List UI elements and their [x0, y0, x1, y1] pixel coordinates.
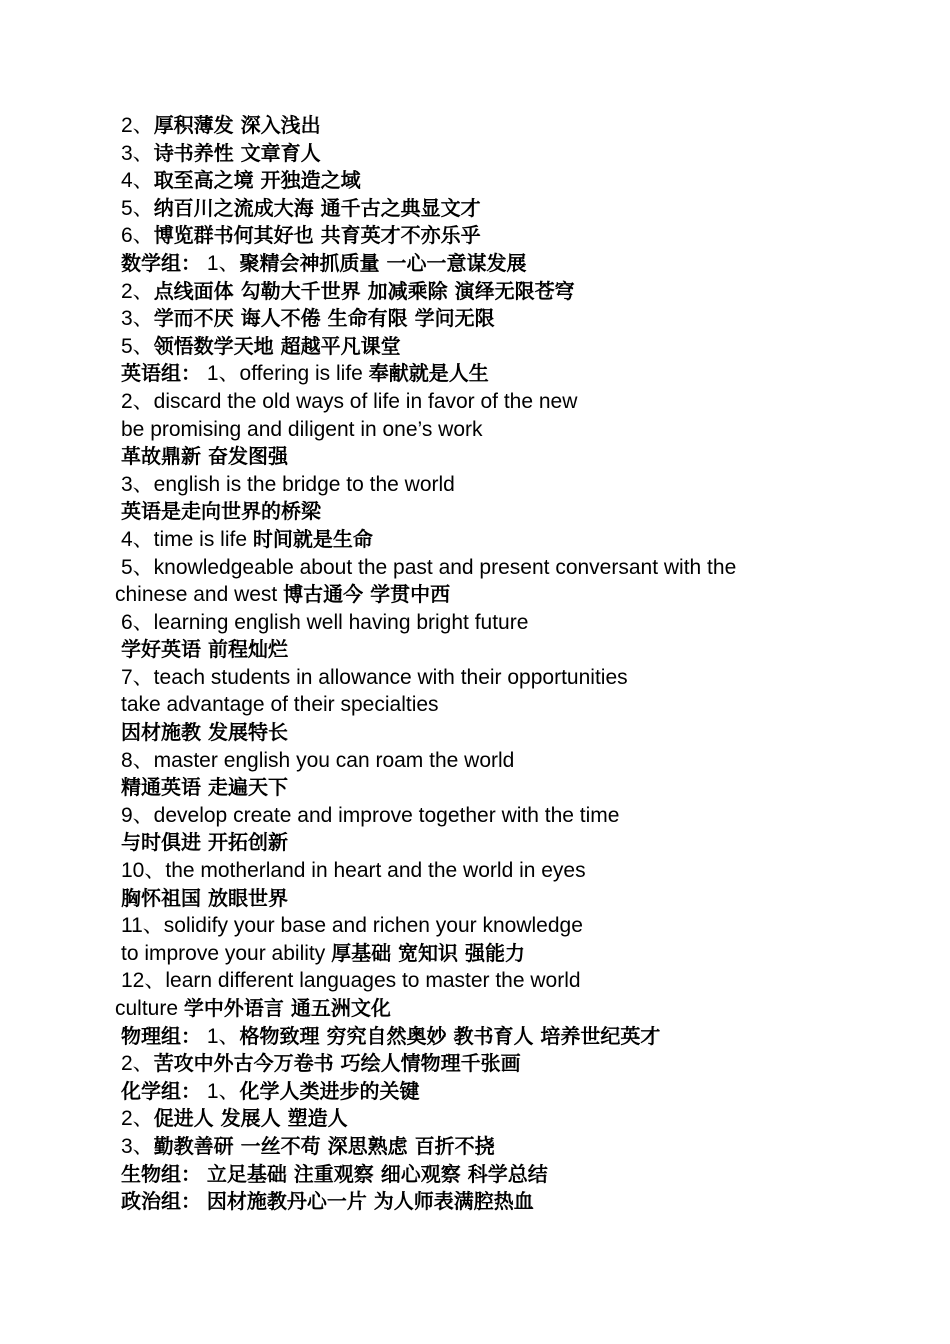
chinese-text: 因材施教 发展特长 — [121, 720, 288, 745]
chinese-text: 时间就是生命 — [252, 526, 373, 551]
chinese-text: 政治组： — [121, 1189, 201, 1214]
chinese-text: 革故鼎新 奋发图强 — [121, 444, 288, 469]
text-line — [0, 802, 950, 830]
text-line — [0, 443, 950, 471]
plain-text: 2、discard the old ways of life in favor of the new — [121, 389, 578, 413]
text-line — [0, 305, 950, 333]
chinese-text: 格物致理 穷究自然奥妙 教书育人 培养世纪英才 — [239, 1023, 661, 1048]
text-line — [0, 360, 950, 388]
text-line — [0, 1078, 950, 1106]
text-line — [0, 140, 950, 168]
text-line — [0, 747, 950, 775]
plain-text: 3、english is the bridge to the world — [121, 472, 455, 496]
plain-text: 8、master english you can roam the world — [121, 748, 515, 772]
plain-text: 6、learning english well having bright future — [121, 610, 529, 634]
plain-text: 3、 — [121, 1134, 154, 1158]
chinese-text: 点线面体 勾勒大千世界 加减乘除 演绎无限苍穹 — [153, 278, 575, 303]
chinese-text: 博览群书何其好也 共育英才不亦乐乎 — [153, 223, 481, 248]
plain-text: 5、knowledgeable about the past and present conversant with the — [121, 555, 737, 579]
plain-text: 4、 — [121, 169, 154, 193]
chinese-text: 纳百川之流成大海 通千古之典显文才 — [153, 195, 481, 220]
chinese-text: 化学人类进步的关键 — [239, 1078, 420, 1103]
text-line — [0, 995, 950, 1023]
text-line — [0, 967, 950, 995]
plain-text: 6、 — [121, 224, 154, 248]
chinese-text: 勤教善研 一丝不苟 深思熟虑 百折不挠 — [153, 1133, 495, 1158]
text-line — [0, 333, 950, 361]
chinese-text: 生物组： — [121, 1161, 201, 1186]
plain-text: 1、 — [201, 251, 240, 275]
plain-text: 2、 — [121, 1107, 154, 1131]
plain-text: 5、 — [121, 334, 154, 358]
chinese-text: 精通英语 走遍天下 — [121, 775, 288, 800]
plain-text: 2、 — [121, 1052, 154, 1076]
plain-text: 11、solidify your base and richen your knowledge — [121, 914, 583, 938]
text-line — [0, 774, 950, 802]
chinese-text: 数学组： — [121, 250, 201, 275]
chinese-text: 学而不厌 诲人不倦 生命有限 学问无限 — [153, 306, 495, 331]
text-line — [0, 498, 950, 526]
text-line — [0, 250, 950, 278]
plain-text: 1、 — [201, 1024, 240, 1048]
text-line — [0, 691, 950, 719]
text-line — [0, 278, 950, 306]
plain-text: 9、develop create and improve together with the time — [121, 803, 620, 827]
chinese-text: 领悟数学天地 超越平凡课堂 — [153, 333, 401, 358]
chinese-text: 学好英语 前程灿烂 — [121, 637, 288, 662]
text-line — [0, 829, 950, 857]
text-line — [0, 471, 950, 499]
plain-text: 3、 — [121, 307, 154, 331]
chinese-text: 取至高之境 开独造之域 — [153, 168, 361, 193]
plain-text: 5、 — [121, 196, 154, 220]
chinese-text: 物理组： — [121, 1023, 201, 1048]
chinese-text: 化学组： — [121, 1078, 201, 1103]
chinese-text: 胸怀祖国 放眼世界 — [121, 885, 288, 910]
text-line — [0, 1133, 950, 1161]
text-line — [0, 167, 950, 195]
text-line — [0, 554, 950, 582]
chinese-text: 学中外语言 通五洲文化 — [183, 996, 391, 1020]
text-line — [0, 885, 950, 913]
chinese-text: 厚基础 宽知识 强能力 — [331, 940, 526, 965]
text-line — [0, 1161, 950, 1189]
plain-text: 4、time is life — [121, 527, 253, 551]
plain-text: 3、 — [121, 141, 154, 165]
plain-text: 1、 — [201, 1079, 240, 1103]
plain-text: to improve your ability — [121, 941, 332, 965]
chinese-text: 立足基础 注重观察 细心观察 科学总结 — [206, 1161, 548, 1186]
text-line — [0, 416, 950, 444]
chinese-text: 诗书养性 文章育人 — [153, 140, 321, 165]
plain-text: 2、 — [121, 279, 154, 303]
chinese-text: 因材施教丹心一片 为人师表满腔热血 — [206, 1189, 534, 1214]
plain-text: be promising and diligent in one’s work — [121, 417, 483, 441]
chinese-text: 英语组： — [121, 361, 201, 386]
text-line — [0, 857, 950, 885]
text-line — [0, 1188, 950, 1216]
text-line — [0, 195, 950, 223]
chinese-text: 苦攻中外古今万卷书 巧绘人情物理千张画 — [153, 1051, 521, 1076]
plain-text: 12、learn different languages to master the world — [121, 969, 581, 993]
text-line — [0, 1023, 950, 1051]
chinese-text: 与时俱进 开拓创新 — [121, 830, 288, 855]
plain-text: chinese and west — [115, 583, 284, 607]
text-line — [0, 912, 950, 940]
text-line — [0, 636, 950, 664]
chinese-text: 奉献就是人生 — [368, 361, 489, 386]
chinese-text: 博古通今 学贯中西 — [283, 582, 451, 607]
chinese-text: 厚积薄发 深入浅出 — [153, 113, 321, 137]
chinese-text: 促进人 发展人 塑造人 — [153, 1106, 348, 1131]
chinese-text: 英语是走向世界的桥梁 — [121, 499, 321, 524]
text-line — [0, 609, 950, 637]
text-line — [0, 1105, 950, 1133]
plain-text: take advantage of their specialties — [121, 693, 439, 717]
text-line — [0, 940, 950, 968]
text-line — [0, 664, 950, 692]
plain-text: 1、offering is life — [201, 362, 369, 386]
text-line — [0, 581, 950, 609]
plain-text: 7、teach students in allowance with their opportunities — [121, 665, 628, 689]
plain-text: 2、 — [121, 114, 154, 137]
plain-text: culture — [115, 997, 184, 1020]
text-line — [0, 112, 950, 140]
chinese-text: 聚精会神抓质量 一心一意谋发展 — [239, 250, 527, 275]
text-line — [0, 222, 950, 250]
document-body — [0, 112, 950, 1216]
text-line — [0, 388, 950, 416]
text-line — [0, 526, 950, 554]
plain-text: 10、the motherland in heart and the world in eyes — [121, 859, 586, 883]
text-line — [0, 1050, 950, 1078]
text-line — [0, 719, 950, 747]
